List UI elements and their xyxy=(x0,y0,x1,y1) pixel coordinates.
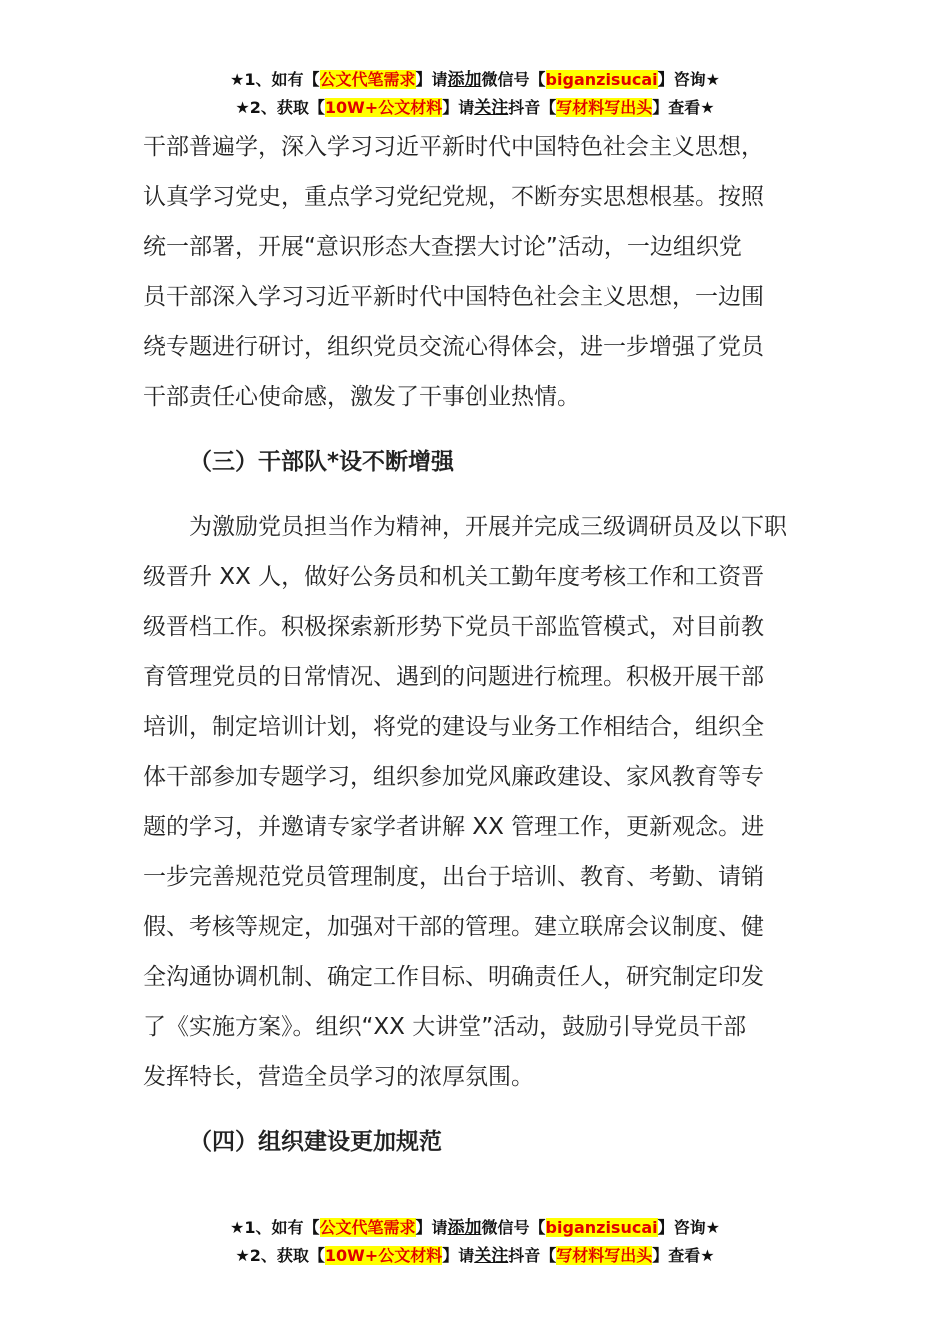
star-icon: ★ xyxy=(235,1246,250,1265)
highlight-materials: 10W+公文材料 xyxy=(324,1246,443,1265)
star-icon: ★ xyxy=(230,70,245,89)
section-heading-4: （四）组织建设更加规范 xyxy=(189,1129,442,1155)
highlight-douyin-account: 写材料写出头 xyxy=(556,98,653,117)
footer-banner xyxy=(0,1214,950,1270)
banner-line-2: ★2、获取【10W+公文材料】请关注抖音【写材料写出头】查看★ xyxy=(235,98,715,118)
highlight-writing-service: 公文代笔需求 xyxy=(319,70,416,89)
banner-line-1: ★1、如有【公文代笔需求】请添加微信号【biganzisucai】咨询★ xyxy=(230,1218,720,1238)
banner-line-2: ★2、获取【10W+公文材料】请关注抖音【写材料写出头】查看★ xyxy=(235,1246,715,1266)
paragraph-1: 干部普遍学，深入学习习近平新时代中国特色社会主义思想， 认真学习党史，重点学习党纪党规，不断夯实思想根基。按照 统一部署，开展“意识形态大查摆大讨论”活动，一边组织党 员干部深入学习习近平新时代中国特色社会主义思想，一边围 绕专题进行研讨，组织党员交流心得体会，进一步增强了党员 干部责任心使命感，激发了干事创业热情。 xyxy=(143,134,764,410)
highlight-writing-service: 公文代笔需求 xyxy=(319,1218,416,1237)
banner-line-1: ★1、如有【公文代笔需求】请添加微信号【biganzisucai】咨询★ xyxy=(230,70,720,90)
paragraph-2: 为激励党员担当作为精神，开展并完成三级调研员及以下职 级晋升 XX 人，做好公务员和机关工勤年度考核工作和工资晋 级晋档工作。积极探索新形势下党员干部监管模式，对目前教 育管理党员的日常情况、遇到的问题进行梳理。积极开展干部 培训，制定培训计划，将党的建设与业务工作相结合，组织全 体干部参加专题学习，组织参加党风廉政建设、家风教育等专 题的学习，并邀请专家学者讲解 XX 管理工作，更新观念。进 一步完善规范党员管理制度，出台于培训、教育、考勤、请销 假、考核等规定，加强对干部的管理。建立联席会议制度、健 全沟通协调机制、确定工作目标、明确责任人，研究制定印发 了《实施方案》。组织“XX 大讲堂”活动，鼓励引导党员干部 发挥特长，营造全员学习的浓厚氛围。 xyxy=(143,514,787,1090)
header-banner xyxy=(0,66,950,122)
section-heading-3: （三）干部队*设不断增强 xyxy=(189,449,455,475)
highlight-wechat-id: biganzisucai xyxy=(545,70,658,89)
highlight-materials: 10W+公文材料 xyxy=(324,98,443,117)
star-icon: ★ xyxy=(230,1218,245,1237)
highlight-douyin-account: 写材料写出头 xyxy=(556,1246,653,1265)
document-body xyxy=(143,122,807,1167)
highlight-wechat-id: biganzisucai xyxy=(545,1218,658,1237)
star-icon: ★ xyxy=(235,98,250,117)
